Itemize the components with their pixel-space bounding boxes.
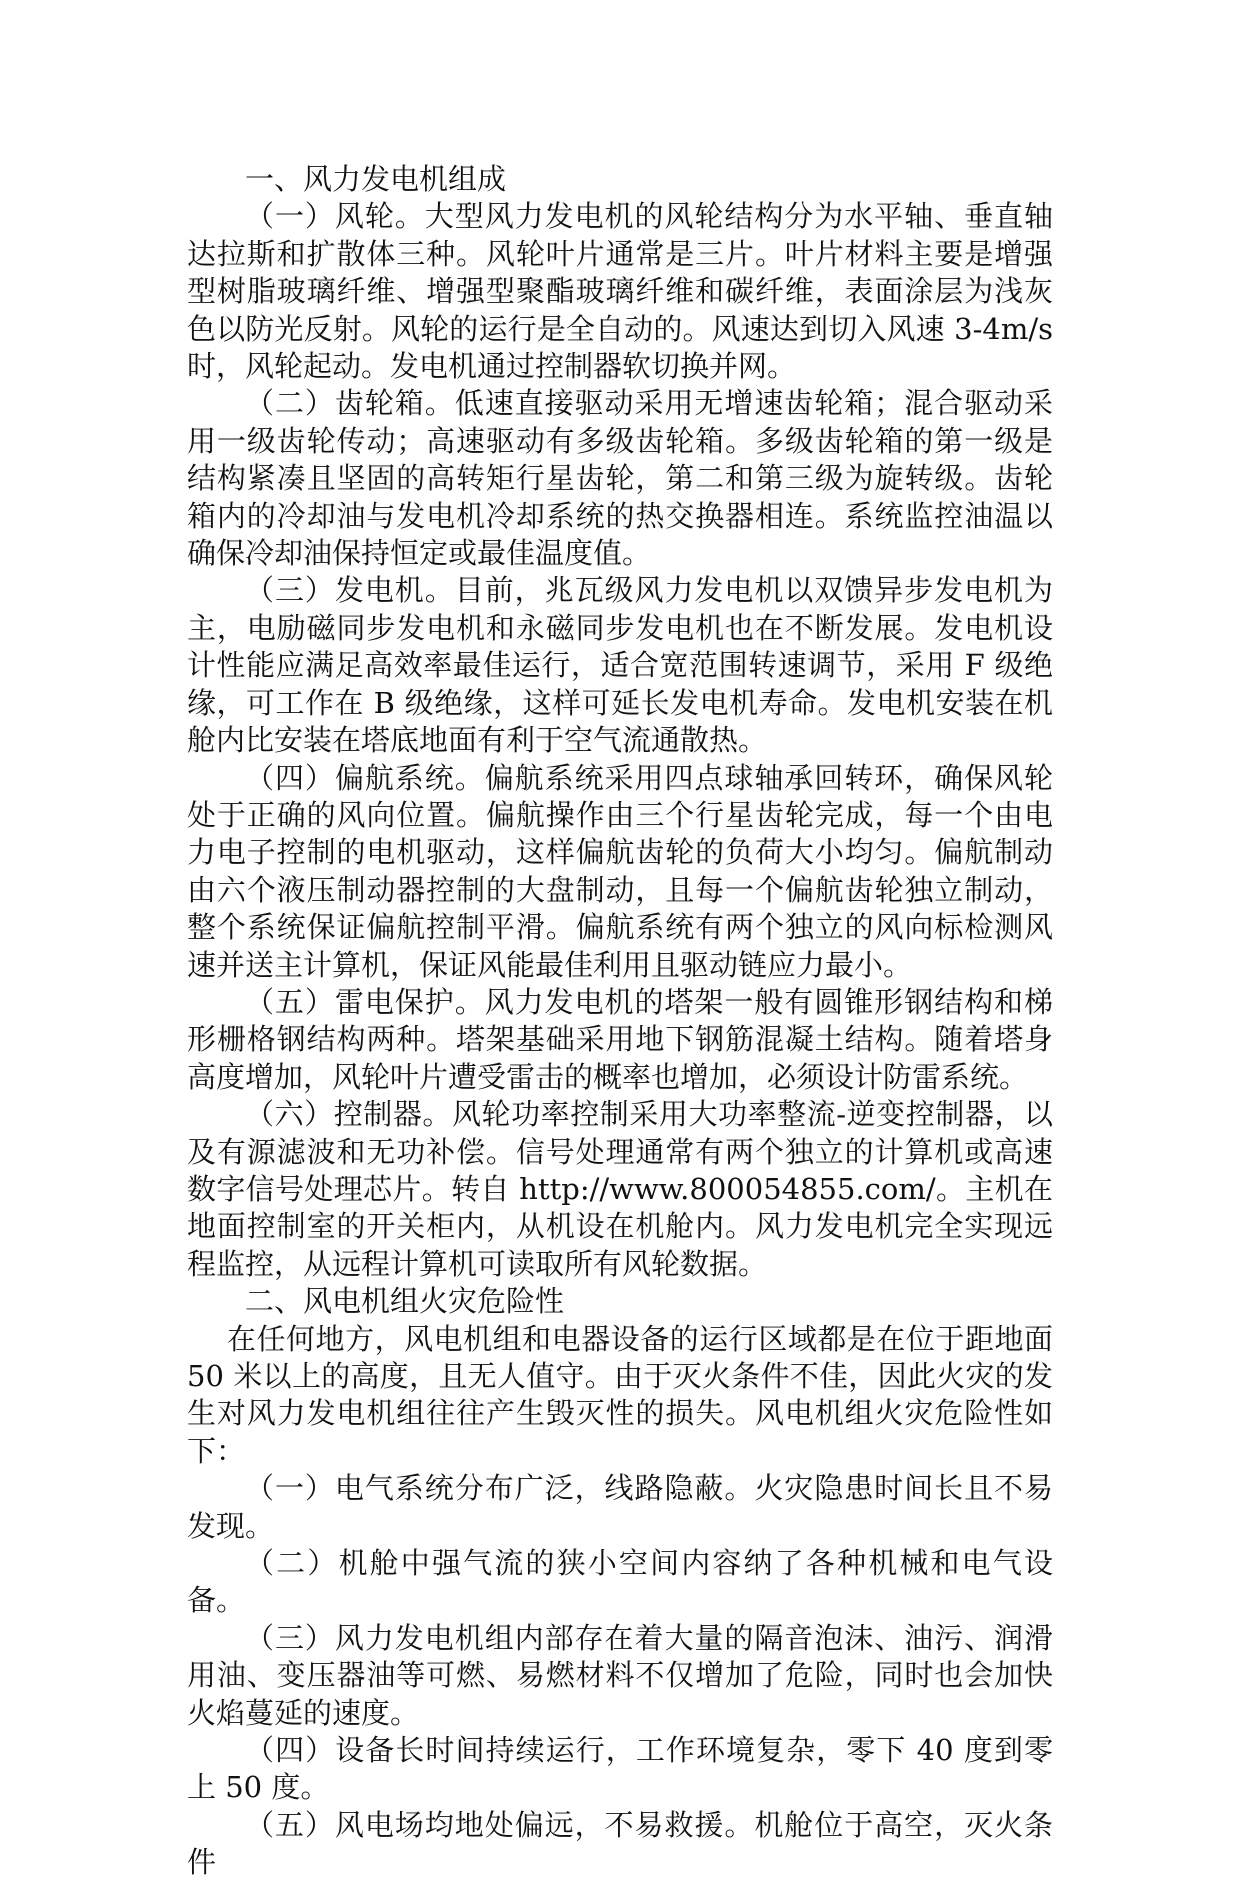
paragraph-generator: （三）发电机。目前，兆瓦级风力发电机以双馈异步发电机为主，电励磁同步发电机和永磁同步发电机也在不断发展。发电机设计性能应满足高效率最佳运行，适合宽范围转速调节，采用 F 级绝缘，可工作在 B 级绝缘，这样可延长发电机寿命。发电机安装在机舱内比安装在塔底地面有利于空气流通散热。 — [187, 573, 1053, 758]
paragraph-gearbox: （二）齿轮箱。低速直接驱动采用无增速齿轮箱；混合驱动采用一级齿轮传动；高速驱动有多级齿轮箱。多级齿轮箱的第一级是结构紧凑且坚固的高转矩行星齿轮，第二和第三级为旋转级。齿轮箱内的冷却油与发电机冷却系统的热交换器相连。系统监控油温以确保冷却油保持恒定或最佳温度值。 — [187, 386, 1053, 571]
paragraph-rotor: （一）风轮。大型风力发电机的风轮结构分为水平轴、垂直轴达拉斯和扩散体三种。风轮叶片通常是三片。叶片材料主要是增强型树脂玻璃纤维、增强型聚酯玻璃纤维和碳纤维，表面涂层为浅灰色以防光反射。风轮的运行是全自动的。风速达到切入风速 3-4m/s 时，风轮起动。发电机通过控制器软切换并网。 — [187, 199, 1053, 384]
paragraph-lightning-protection: （五）雷电保护。风力发电机的塔架一般有圆锥形钢结构和梯形栅格钢结构两种。塔架基础采用地下钢筋混凝土结构。随着塔身高度增加，风轮叶片遭受雷击的概率也增加，必须设计防雷系统。 — [187, 984, 1053, 1094]
paragraph-yaw-system: （四）偏航系统。偏航系统采用四点球轴承回转环，确保风轮处于正确的风向位置。偏航操作由三个行星齿轮完成，每一个由电力电子控制的电机驱动，这样偏航齿轮的负荷大小均匀。偏航制动由六个液压制动器控制的大盘制动，且每一个偏航齿轮独立制动，整个系统保证偏航控制平滑。偏航系统有两个独立的风向标检测风速并送主计算机，保证风能最佳利用且驱动链应力最小。 — [187, 760, 1053, 982]
paragraph-fire-risk-2: （二）机舱中强气流的狭小空间内容纳了各种机械和电气设备。 — [187, 1546, 1053, 1618]
paragraph-fire-risk-3: （三）风力发电机组内部存在着大量的隔音泡沫、油污、润滑用油、变压器油等可燃、易燃材料不仅增加了危险，同时也会加快火焰蔓延的速度。 — [187, 1620, 1053, 1730]
paragraph-fire-risk-intro: 在任何地方，风电机组和电器设备的运行区域都是在位于距地面 50 米以上的高度，且无人值守。由于灭火条件不佳，因此火灾的发生对风力发电机组往往产生毁灭性的损失。风电机组火灾危险性如下： — [187, 1321, 1053, 1468]
section-heading-1: 一、风力发电机组成 — [245, 162, 507, 196]
paragraph-fire-risk-4: （四）设备长时间持续运行，工作环境复杂，零下 40 度到零上 50 度。 — [187, 1733, 1053, 1805]
section-heading-2: 二、风电机组火灾危险性 — [245, 1284, 565, 1319]
paragraph-fire-risk-1: （一）电气系统分布广泛，线路隐蔽。火灾隐患时间长且不易发现。 — [187, 1471, 1053, 1543]
document-body — [187, 161, 1053, 1882]
paragraph-fire-risk-5: （五）风电场均地处偏远，不易救援。机舱位于高空，灭火条件 — [187, 1807, 1053, 1880]
paragraph-controller: （六）控制器。风轮功率控制采用大功率整流-逆变控制器，以及有源滤波和无功补偿。信号处理通常有两个独立的计算机或高速数字信号处理芯片。转自 http://www.800054855.com/。主机在地面控制室的开关柜内，从机设在机舱内。风力发电机完全实现远程监控，从远程计算机可读取所有风轮数据。 — [187, 1097, 1053, 1281]
